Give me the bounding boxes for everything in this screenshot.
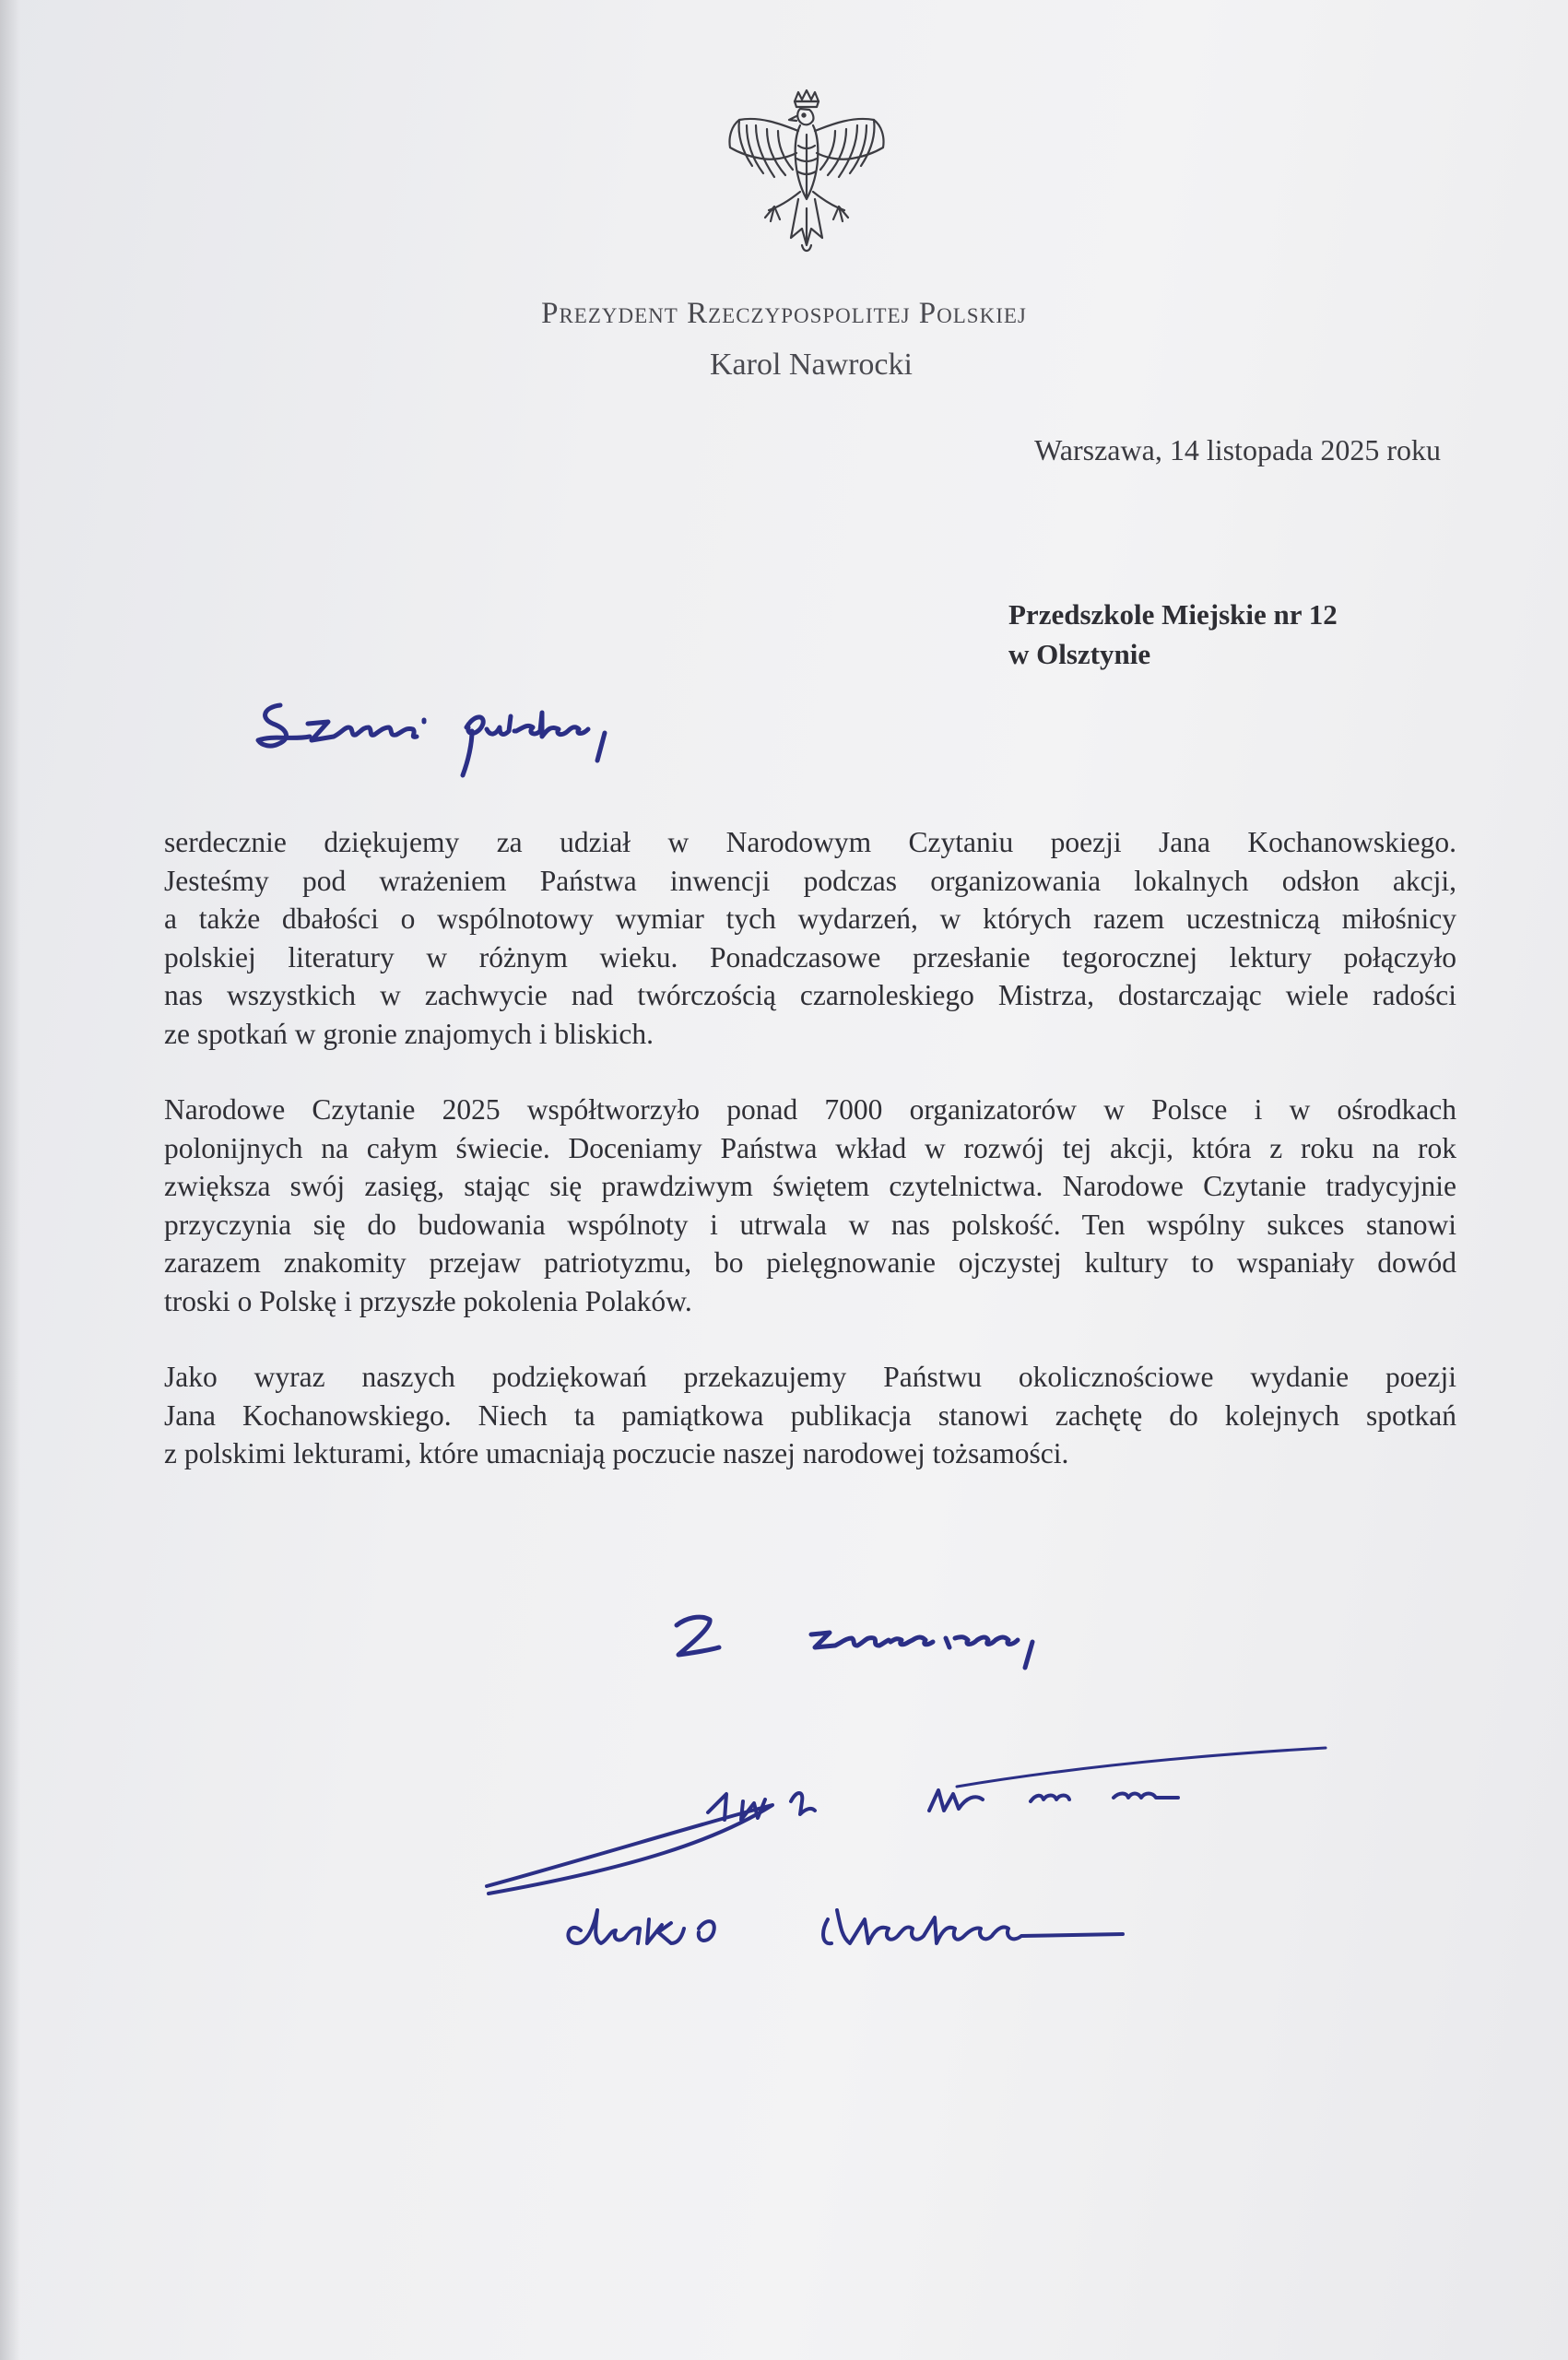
body-line: ze spotkań w gronie znajomych i bliskich. [164,1017,654,1050]
body-paragraph-3 [164,1358,1456,1473]
body-line: nas wszystkich w zachwycie nad twórczością czarnoleskiego Mistrza, dostarczając wiele radości [164,979,1456,1011]
addressee-line-1: Przedszkole Miejskie nr 12 [1008,598,1338,631]
body-line: Jesteśmy pod wrażeniem Państwa inwencji podczas organizowania lokalnych odsłon akcji, [164,864,1456,897]
body-line: a także dbałości o wspólnotowy wymiar tych wydarzeń, w których razem uczestniczą miłośnicy [164,903,1456,935]
body-paragraph-2 [164,1091,1456,1320]
office-title: Prezydent Rzeczypospolitej Polskiej [541,297,1027,330]
body-line: zarazem znakomity przejaw patriotyzmu, bo pielęgnowanie ojczystej kultury to wspaniały dowód [164,1246,1456,1279]
body-line: z polskimi lekturami, które umacniają poczucie naszej narodowej tożsamości. [164,1437,1069,1469]
handwritten-signature [477,1702,1427,1978]
letter-body [164,823,1456,1511]
president-name: Karol Nawrocki [710,348,913,382]
addressee-block [1008,595,1338,674]
handwritten-salutation [254,687,771,788]
body-line: zwiększa swój zasięg, stając się prawdziwym świętem czytelnictwa. Narodowe Czytanie tradycyjnie [164,1170,1456,1202]
body-line: troski o Polskę i przyszłe pokolenia Polaków. [164,1284,692,1317]
body-line: Narodowe Czytanie 2025 współtworzyło ponad 7000 organizatorów w Polsce i w ośrodkach [164,1093,1456,1126]
body-line: serdecznie dziękujemy za udział w Narodowym Czytaniu poezji Jana Kochanowskiego. [164,826,1456,858]
body-paragraph-1 [164,823,1456,1053]
body-line: Jako wyraz naszych podziękowań przekazujemy Państwu okolicznościowe wydanie poezji [164,1361,1456,1393]
letter-date: Warszawa, 14 listopada 2025 roku [1034,433,1441,466]
body-line: Jana Kochanowskiego. Niech ta pamiątkowa publikacja stanowi zachętę do kolejnych spotkań [164,1398,1456,1432]
polish-white-eagle-emblem-icon [719,88,894,273]
handwritten-closing [664,1599,1143,1701]
body-line: polonijnych na całym świecie. Doceniamy Państwa wkład w rozwój tej akcji, która z roku na rok [164,1131,1456,1164]
addressee-line-2: w Olsztynie [1008,638,1151,670]
body-line: polskiej literatury w różnym wieku. Ponadczasowe przesłanie tegorocznej lektury połączyło [164,940,1456,974]
body-line: przyczynia się do budowania wspólnoty i utrwala w nas polskość. Ten wspólny sukces stanowi [164,1208,1456,1241]
